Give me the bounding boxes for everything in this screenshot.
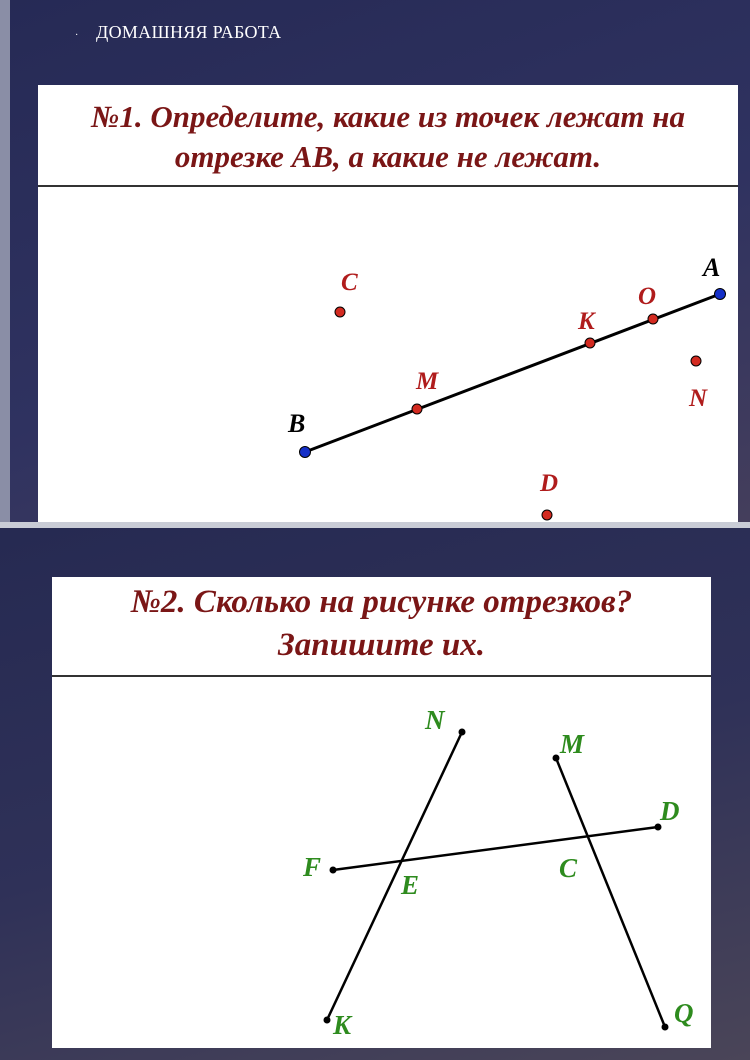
label-n: N: [425, 705, 445, 735]
task2-figure: [52, 577, 711, 1048]
task2-title-line2: Запишите их.: [277, 626, 486, 663]
point-k: [324, 1017, 331, 1024]
label-d: D: [660, 796, 680, 826]
point-k: [585, 338, 595, 348]
label-k: K: [578, 308, 595, 335]
slide-edge: [0, 0, 10, 522]
label-n: N: [689, 385, 708, 412]
header-bullet: ·: [75, 30, 79, 41]
point-n: [691, 356, 701, 366]
task1-panel: [38, 85, 738, 522]
task2-panel: [52, 577, 711, 1048]
label-q: Q: [674, 998, 694, 1028]
point-o: [648, 314, 658, 324]
segment-nk: [327, 732, 462, 1020]
task1-title-line2: отрезке АВ, а какие не лежат.: [174, 138, 602, 174]
label-a: A: [703, 253, 721, 282]
point-c: [335, 307, 345, 317]
label-c: C: [341, 269, 358, 296]
segment-fd: [333, 827, 658, 870]
task1-figure: [38, 85, 738, 522]
point-m: [412, 404, 422, 414]
point-f: [330, 867, 337, 874]
point-q: [662, 1024, 669, 1031]
point-n: [459, 729, 466, 736]
homework-title: ДОМАШНЯЯ РАБОТА: [96, 22, 282, 42]
point-m: [553, 755, 560, 762]
label-b: B: [288, 409, 306, 438]
task2-title-line1: №2. Сколько на рисунке отрезков?: [130, 584, 633, 620]
slide-homework-2: [0, 528, 750, 1060]
label-m: M: [560, 729, 585, 759]
point-a: [715, 289, 726, 300]
task1-title-line1: №1. Определите, какие из точек лежат на: [91, 99, 685, 134]
point-d: [542, 510, 552, 520]
label-k: K: [333, 1010, 352, 1040]
segment-mq: [556, 758, 665, 1027]
label-o: O: [638, 283, 657, 310]
label-e: E: [401, 870, 420, 900]
label-m: M: [416, 368, 439, 395]
label-f: F: [303, 852, 322, 882]
slide-homework-1: [0, 0, 750, 522]
label-d: D: [540, 470, 559, 497]
label-c: C: [559, 853, 578, 883]
point-b: [300, 447, 311, 458]
